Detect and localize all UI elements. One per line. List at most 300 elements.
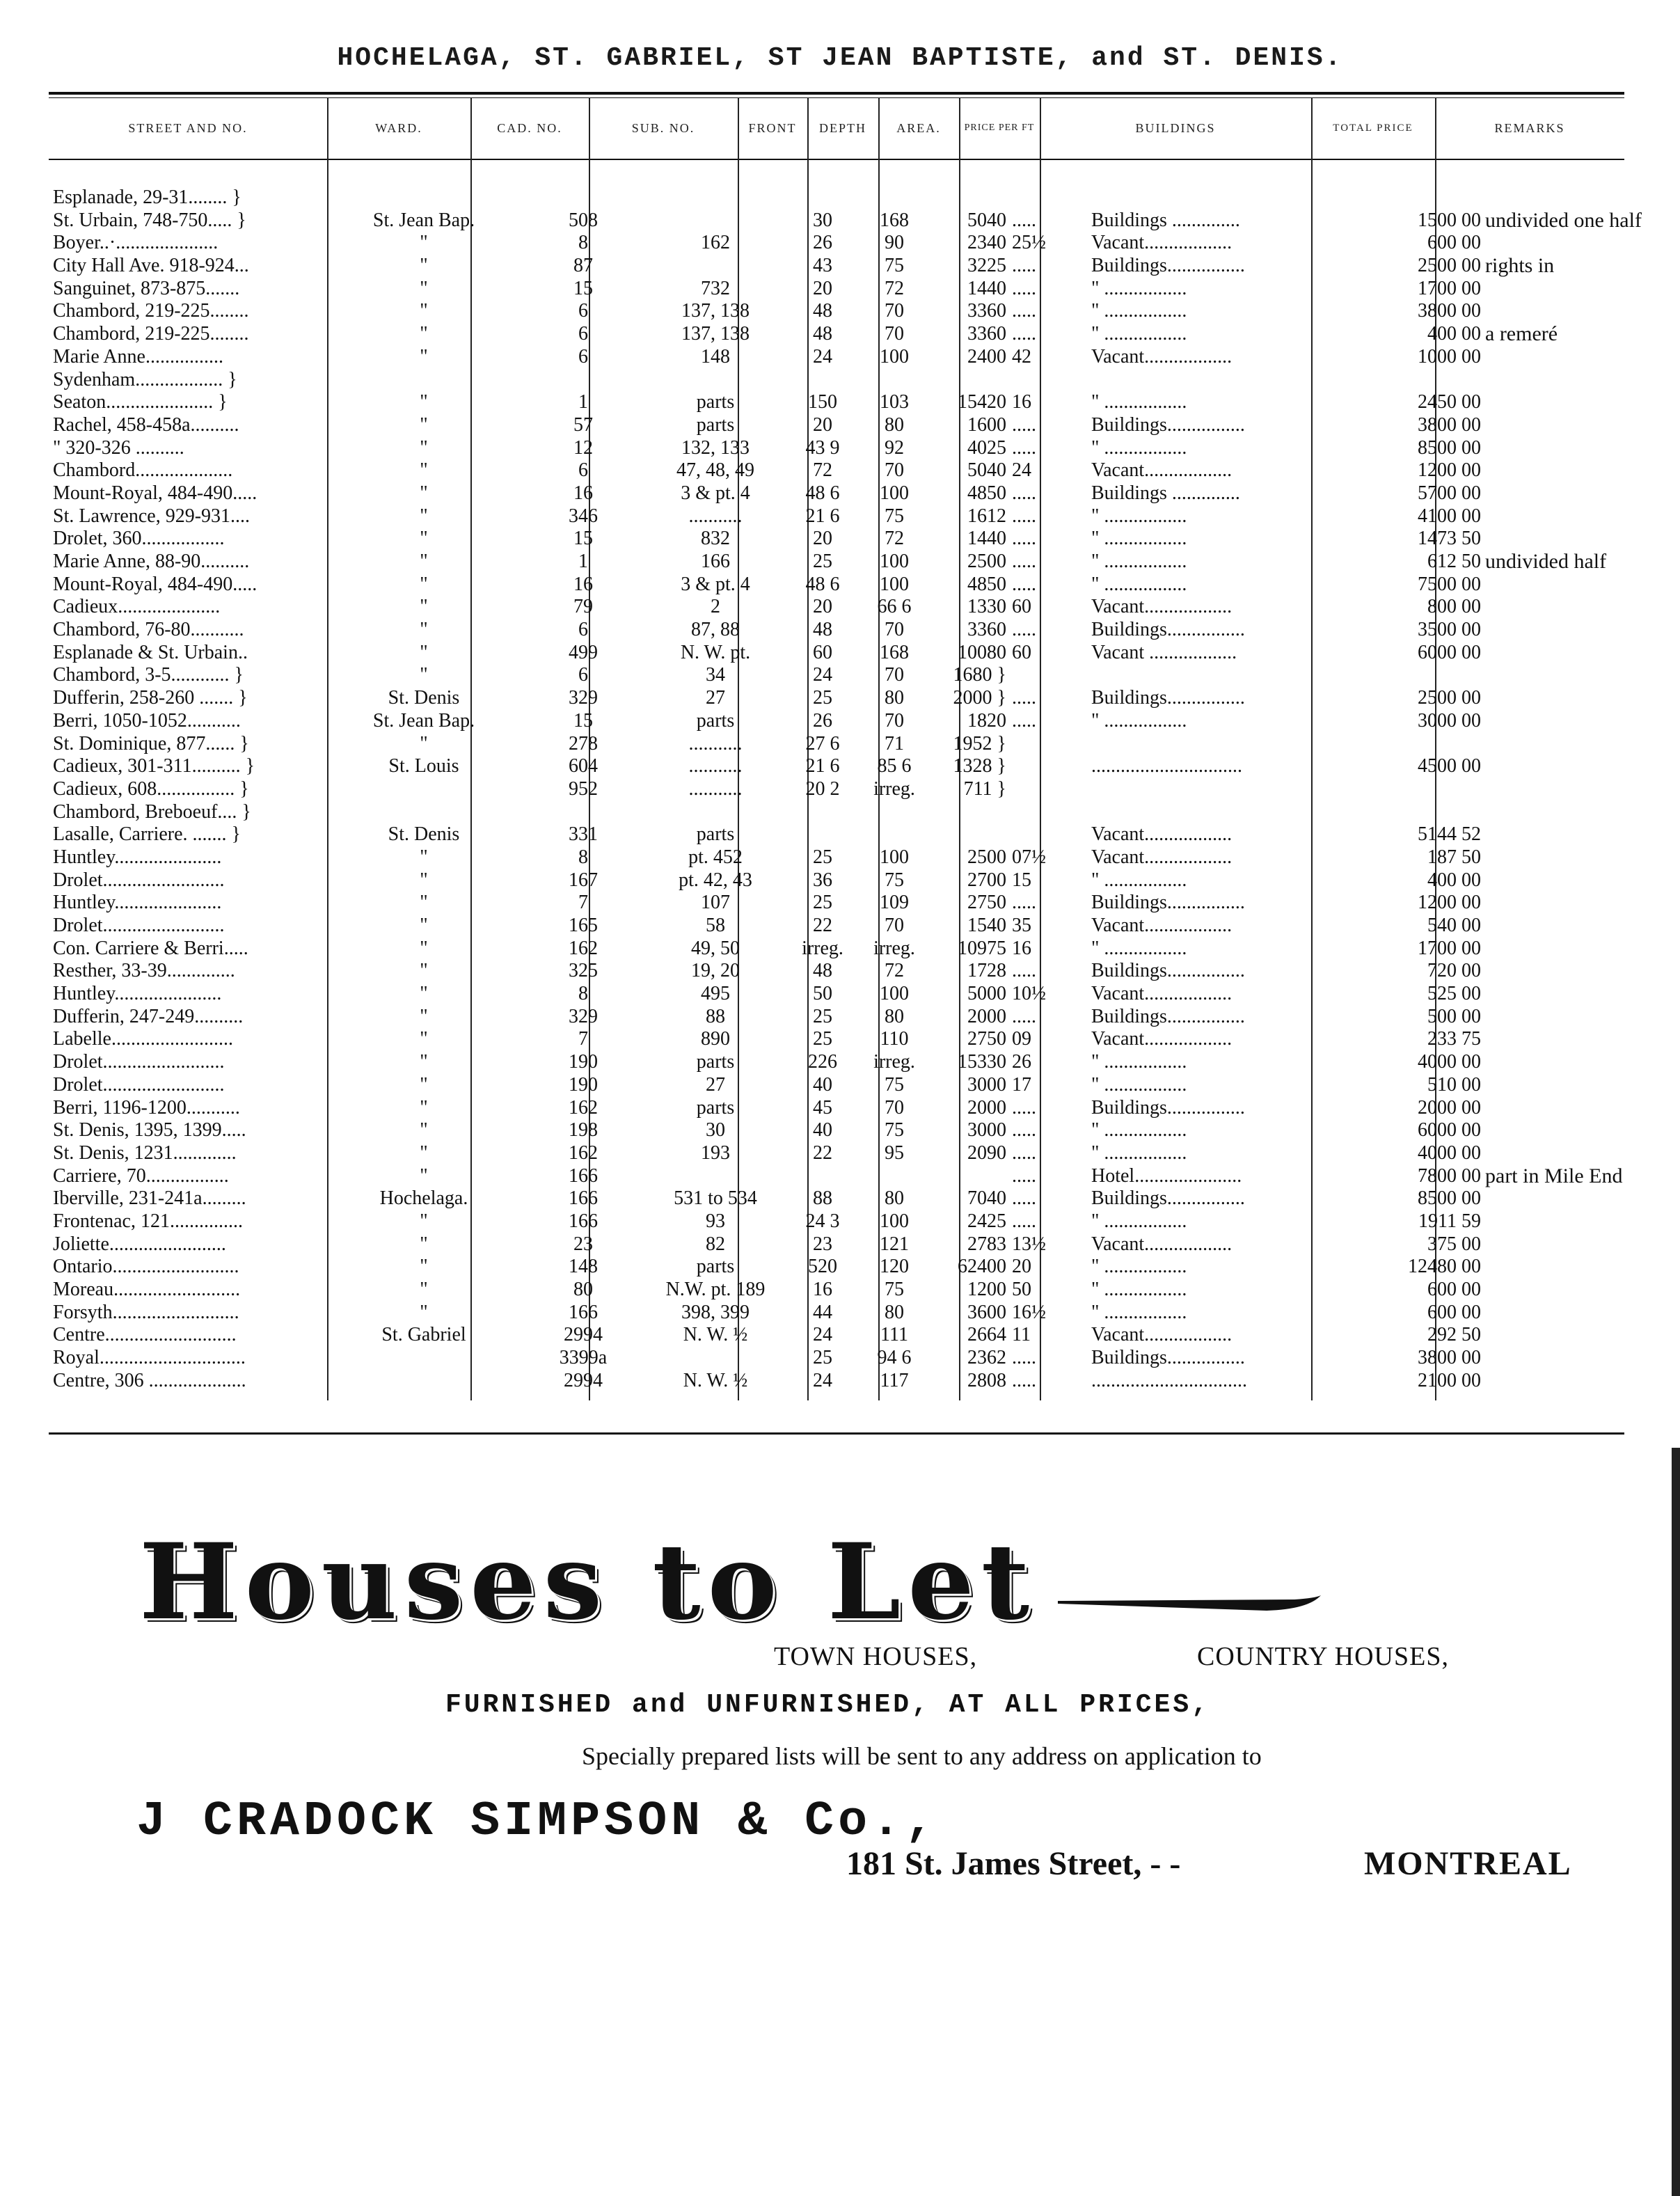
cell-ward: ": [420, 596, 428, 618]
cell-street: Drolet.........................: [53, 1051, 225, 1073]
cell-street: Drolet.........................: [53, 869, 225, 891]
cell-total: 8500 00: [1418, 436, 1481, 459]
cell-total: 292 50: [1427, 1324, 1481, 1346]
cell-front: 20: [813, 413, 832, 436]
cell-sub: 3 & pt. 4: [681, 482, 750, 504]
cell-depth: 111: [880, 1324, 908, 1346]
cell-total: 2500 00: [1418, 687, 1481, 709]
header-street: STREET AND NO.: [128, 121, 248, 135]
cell-street: Mount-Royal, 484-490.....: [53, 573, 257, 595]
cell-street: Boyer..·.....................: [53, 232, 219, 254]
cell-street: Drolet, 360.................: [53, 528, 225, 550]
table-row: [49, 255, 1624, 278]
cell-sub: parts: [696, 1256, 735, 1278]
cell-bld: Vacant ..................: [1091, 641, 1237, 663]
cell-price: .....: [1012, 1096, 1036, 1119]
cell-bld: " .................: [1091, 1256, 1187, 1278]
table-row: [49, 960, 1624, 983]
page-title: HOCHELAGA, ST. GABRIEL, ST JEAN BAPTISTE, and ST. DENIS.: [337, 43, 1343, 73]
cell-cad: 6: [578, 459, 588, 482]
cell-street: Carriere, 70.................: [53, 1164, 229, 1187]
cell-cad: 162: [569, 937, 598, 959]
cell-bld: Vacant..................: [1091, 1233, 1233, 1255]
cell-bld: Vacant..................: [1091, 1324, 1233, 1346]
cell-sub: ...........: [688, 732, 743, 755]
cell-area: 2000: [967, 1096, 1006, 1119]
cell-front: 50: [813, 983, 832, 1005]
cell-cad: 2994: [564, 1369, 603, 1391]
cell-area: 2340: [967, 232, 1006, 254]
cell-total: 3500 00: [1418, 619, 1481, 641]
cell-street: Huntley......................: [53, 846, 222, 868]
cell-cad: 2994: [564, 1324, 603, 1346]
cell-area: 1728: [967, 960, 1006, 982]
cell-bld: Buildings................: [1091, 892, 1245, 914]
cell-sub: 34: [706, 664, 725, 686]
cell-street: St. Denis, 1395, 1399.....: [53, 1119, 246, 1142]
cell-street: Chambord....................: [53, 459, 233, 482]
table-row: [49, 278, 1624, 301]
cell-street: Chambord, 219-225........: [53, 300, 249, 322]
cell-total: 1500 00: [1418, 209, 1481, 231]
cell-area: 4850: [967, 573, 1006, 595]
cell-total: 400 00: [1427, 323, 1481, 345]
cell-bld: " .................: [1091, 1301, 1187, 1323]
cell-rem: undivided one half: [1485, 209, 1642, 232]
cell-area: 3600: [967, 1301, 1006, 1323]
cell-cad: 166: [569, 1164, 598, 1187]
table-row: [49, 1097, 1624, 1120]
table-row: [49, 892, 1624, 915]
cell-total: 3800 00: [1418, 1347, 1481, 1369]
table-row: [49, 733, 1624, 756]
cell-area: 10080: [958, 641, 1006, 663]
cell-street: City Hall Ave. 918-924...: [53, 255, 249, 277]
cell-bld: " .................: [1091, 436, 1187, 459]
cell-street: Dufferin, 258-260 ....... }: [53, 687, 248, 709]
cell-ward: ": [420, 641, 428, 663]
cell-area: 2500: [967, 846, 1006, 868]
cell-total: 4500 00: [1418, 755, 1481, 777]
cell-area: 15420: [958, 391, 1006, 413]
cell-depth: 66 6: [877, 596, 912, 618]
cell-total: 7500 00: [1418, 573, 1481, 595]
cell-bld: " .................: [1091, 1051, 1187, 1073]
table-body: [49, 187, 1642, 1392]
cell-bld: Buildings................: [1091, 255, 1245, 277]
cell-street: St. Dominique, 877...... }: [53, 732, 249, 755]
cell-price: 16: [1012, 937, 1031, 959]
cell-area: 1200: [967, 1279, 1006, 1300]
cell-ward: ": [420, 732, 428, 755]
cell-depth: 75: [885, 255, 904, 277]
cell-street: St. Denis, 1231.............: [53, 1142, 237, 1164]
cell-total: 3800 00: [1418, 413, 1481, 436]
cell-total: 2500 00: [1418, 255, 1481, 277]
cell-area: 2783: [967, 1233, 1006, 1255]
cell-front: 48: [813, 619, 832, 641]
cell-bld: Vacant..................: [1091, 1028, 1233, 1050]
cell-depth: 109: [880, 892, 909, 914]
cell-street: Sanguinet, 873-875.......: [53, 277, 240, 299]
scan-edge-shadow: [1672, 1448, 1680, 2196]
cell-total: 12480 00: [1408, 1256, 1481, 1278]
cell-price: .....: [1012, 892, 1036, 914]
table-row: [49, 801, 1624, 824]
cell-street: Esplanade, 29-31........ }: [53, 187, 241, 208]
cell-cad: 15: [573, 709, 593, 732]
cell-price: .....: [1012, 551, 1036, 572]
cell-depth: 121: [880, 1233, 909, 1255]
cell-total: 1473 50: [1418, 528, 1481, 550]
cell-front: 44: [813, 1301, 832, 1323]
cell-ward: ": [420, 892, 428, 914]
cell-cad: 6: [578, 345, 588, 368]
cell-street: Moreau..........................: [53, 1279, 241, 1300]
cell-depth: 94 6: [877, 1347, 912, 1369]
cell-price: .....: [1012, 505, 1036, 527]
cell-depth: 75: [885, 869, 904, 891]
cell-cad: 331: [569, 823, 598, 846]
cell-depth: irreg.: [873, 1051, 915, 1073]
cell-bld: Vacant..................: [1091, 846, 1233, 868]
cell-area: 3360: [967, 300, 1006, 322]
cell-rem: undivided half: [1485, 551, 1607, 573]
cell-street: Centre...........................: [53, 1324, 237, 1346]
table-row: [49, 1165, 1624, 1188]
cell-area: 5040: [967, 459, 1006, 482]
cell-total: 1000 00: [1418, 345, 1481, 368]
cell-price: 15: [1012, 869, 1031, 891]
cell-price: .....: [1012, 1142, 1036, 1164]
cell-total: 5144 52: [1418, 823, 1481, 846]
cell-front: 43: [813, 255, 832, 277]
cell-sub: 107: [701, 892, 730, 914]
cell-cad: 325: [569, 960, 598, 982]
cell-cad: 166: [569, 1301, 598, 1323]
cell-area: 1680 }: [953, 664, 1006, 686]
cell-price: 24: [1012, 459, 1031, 482]
cell-bld: Vacant..................: [1091, 232, 1233, 254]
header-depth: DEPTH: [819, 121, 866, 135]
cell-total: 6000 00: [1418, 1119, 1481, 1142]
cell-ward: ": [420, 345, 428, 368]
cell-depth: 168: [880, 641, 909, 663]
table-row: [49, 846, 1624, 869]
cell-sub: 58: [706, 915, 725, 936]
cell-total: 510 00: [1427, 1073, 1481, 1096]
cell-rem: rights in: [1485, 255, 1555, 278]
cell-price: .....: [1012, 413, 1036, 436]
cell-depth: 70: [885, 1096, 904, 1119]
cell-street: Mount-Royal, 484-490.....: [53, 482, 257, 504]
cell-price: 60: [1012, 641, 1031, 663]
cell-cad: 952: [569, 777, 598, 800]
cell-depth: 75: [885, 505, 904, 527]
cell-street: Marie Anne................: [53, 345, 223, 368]
cell-cad: 162: [569, 1142, 598, 1164]
cell-sub: N. W. pt.: [680, 641, 751, 663]
cell-depth: 80: [885, 1187, 904, 1210]
cell-front: 88: [813, 1187, 832, 1210]
cell-front: 43 9: [805, 436, 840, 459]
cell-street: Chambord, 76-80...........: [53, 619, 244, 641]
cell-price: .....: [1012, 1210, 1036, 1232]
cell-area: 15330: [958, 1051, 1006, 1073]
cell-area: 1440: [967, 277, 1006, 299]
cell-bld: Buildings ..............: [1091, 482, 1240, 504]
table-row: [49, 823, 1624, 846]
cell-sub: 148: [701, 345, 730, 368]
cell-sub: ...........: [688, 755, 743, 777]
cell-street: Drolet.........................: [53, 1073, 225, 1096]
cell-ward: ": [420, 505, 428, 527]
cell-bld: " .................: [1091, 1279, 1187, 1300]
cell-cad: 15: [573, 277, 593, 299]
cell-price: .....: [1012, 277, 1036, 299]
cell-front: 60: [813, 641, 832, 663]
cell-bld: " .................: [1091, 869, 1187, 891]
cell-sub: 162: [701, 232, 730, 254]
cell-area: 1952 }: [953, 732, 1006, 755]
cell-price: 16: [1012, 391, 1031, 413]
cell-area: 3360: [967, 619, 1006, 641]
cell-price: .....: [1012, 709, 1036, 732]
cell-depth: 90: [885, 232, 904, 254]
cell-sub: 495: [701, 983, 730, 1005]
cell-front: 22: [813, 915, 832, 936]
cell-sub: 19, 20: [691, 960, 740, 982]
cell-front: 27 6: [805, 732, 840, 755]
cell-bld: " .................: [1091, 551, 1187, 572]
table-row: [49, 1370, 1624, 1393]
cell-bld: " .................: [1091, 323, 1187, 345]
cell-ward: Hochelaga.: [379, 1187, 468, 1210]
table-row: [49, 642, 1624, 665]
cell-street: " 320-326 ..........: [53, 436, 184, 459]
top-rule-thick: [49, 92, 1624, 95]
company-address: 181 St. James Street, - -: [846, 1845, 1181, 1882]
cell-bld: " .................: [1091, 1073, 1187, 1096]
cell-depth: 103: [880, 391, 909, 413]
cell-price: 17: [1012, 1073, 1031, 1096]
cell-front: 25: [813, 1028, 832, 1050]
cell-ward: ": [420, 1005, 428, 1027]
table-row: [49, 938, 1624, 961]
table-row: [49, 710, 1624, 733]
cell-street: Chambord, 219-225........: [53, 323, 249, 345]
cell-ward: ": [420, 1279, 428, 1300]
cell-total: 6000 00: [1418, 641, 1481, 663]
cell-total: 500 00: [1427, 1005, 1481, 1027]
cell-street: Frontenac, 121...............: [53, 1210, 243, 1232]
cell-depth: 70: [885, 664, 904, 686]
cell-area: 10975: [958, 937, 1006, 959]
cell-area: 5000: [967, 983, 1006, 1005]
cell-total: 4100 00: [1418, 505, 1481, 527]
table-row: [49, 551, 1624, 574]
cell-cad: 508: [569, 209, 598, 231]
cell-bld: " .................: [1091, 528, 1187, 550]
cell-front: 26: [813, 232, 832, 254]
cell-cad: 80: [573, 1279, 593, 1300]
cell-ward: ": [420, 1301, 428, 1323]
table-row: [49, 687, 1624, 710]
cell-sub: parts: [696, 1051, 735, 1073]
cell-ward: ": [420, 232, 428, 254]
cell-street: Marie Anne, 88-90..........: [53, 551, 250, 572]
cell-depth: 117: [880, 1369, 909, 1391]
cell-depth: 72: [885, 277, 904, 299]
cell-street: Sydenham.................. }: [53, 368, 237, 390]
cell-ward: ": [420, 1164, 428, 1187]
cell-front: 48 6: [805, 482, 840, 504]
cell-ward: ": [420, 459, 428, 482]
cell-depth: 75: [885, 1119, 904, 1142]
cell-price: 50: [1012, 1279, 1031, 1300]
cell-cad: 329: [569, 687, 598, 709]
cell-bld: Buildings................: [1091, 1187, 1245, 1210]
furnished-line: FURNISHED and UNFURNISHED, AT ALL PRICES,: [445, 1690, 1210, 1720]
cell-price: .....: [1012, 1119, 1036, 1142]
cell-depth: 75: [885, 1279, 904, 1300]
cell-total: 2100 00: [1418, 1369, 1481, 1391]
cell-area: 2400: [967, 345, 1006, 368]
cell-price: 60: [1012, 596, 1031, 618]
cell-bld: " .................: [1091, 937, 1187, 959]
cell-total: 8500 00: [1418, 1187, 1481, 1210]
table-row: [49, 459, 1624, 482]
cell-price: .....: [1012, 1347, 1036, 1369]
cell-price: .....: [1012, 436, 1036, 459]
cell-area: 2664: [967, 1324, 1006, 1346]
cell-area: 62400: [958, 1256, 1006, 1278]
cell-depth: 80: [885, 1005, 904, 1027]
table-row: [49, 209, 1642, 232]
cell-cad: 278: [569, 732, 598, 755]
cell-ward: ": [420, 255, 428, 277]
cell-front: 24: [813, 1324, 832, 1346]
cell-depth: 100: [880, 551, 909, 572]
cell-price: .....: [1012, 619, 1036, 641]
cell-sub: 398, 399: [681, 1301, 750, 1323]
cell-cad: 165: [569, 915, 598, 936]
cell-sub: parts: [696, 391, 735, 413]
cell-sub: pt. 42, 43: [679, 869, 752, 891]
cell-cad: 190: [569, 1051, 598, 1073]
cell-front: 23: [813, 1233, 832, 1255]
cell-front: 40: [813, 1119, 832, 1142]
cell-bld: Buildings................: [1091, 1347, 1245, 1369]
cell-sub: 93: [706, 1210, 725, 1232]
cell-front: 48 6: [805, 573, 840, 595]
cell-total: 3800 00: [1418, 300, 1481, 322]
cell-bld: " .................: [1091, 391, 1187, 413]
cell-street: Ontario..........................: [53, 1256, 239, 1278]
cell-ward: ": [420, 1119, 428, 1142]
cell-sub: 137, 138: [681, 323, 750, 345]
cell-area: 4025: [967, 436, 1006, 459]
table-row: [49, 1051, 1624, 1074]
cell-sub: 193: [701, 1142, 730, 1164]
cell-cad: 15: [573, 528, 593, 550]
cell-bld: Buildings................: [1091, 413, 1245, 436]
cell-street: Berri, 1050-1052...........: [53, 709, 241, 732]
cell-bld: Buildings................: [1091, 960, 1245, 982]
table-row: [49, 1028, 1624, 1051]
cell-sub: 3 & pt. 4: [681, 573, 750, 595]
cell-street: Seaton...................... }: [53, 391, 228, 413]
cell-street: Chambord, Breboeuf.... }: [53, 800, 251, 823]
table-row: [49, 619, 1624, 642]
cell-cad: 346: [569, 505, 598, 527]
header-total: TOTAL PRICE: [1333, 123, 1413, 134]
cell-front: 72: [813, 459, 832, 482]
cell-price: 26: [1012, 1051, 1031, 1073]
cell-cad: 6: [578, 619, 588, 641]
cell-cad: 8: [578, 232, 588, 254]
cell-rem: a remeré: [1485, 323, 1558, 346]
cell-depth: 70: [885, 915, 904, 936]
cell-depth: 80: [885, 413, 904, 436]
cell-street: Iberville, 231-241a.........: [53, 1187, 246, 1210]
header-bottom-rule: [49, 159, 1624, 160]
cell-area: 3225: [967, 255, 1006, 277]
table-header: [49, 97, 1624, 159]
cell-depth: 70: [885, 300, 904, 322]
cell-street: Huntley......................: [53, 983, 222, 1005]
cell-bld: Vacant..................: [1091, 823, 1233, 846]
cell-street: Lasalle, Carriere. ....... }: [53, 823, 241, 846]
table-row: [49, 869, 1624, 892]
table-row: [49, 1302, 1624, 1325]
cell-sub: N.W. pt. 189: [665, 1279, 766, 1300]
cell-area: 2362: [967, 1347, 1006, 1369]
cell-depth: 72: [885, 960, 904, 982]
cell-area: 3360: [967, 323, 1006, 345]
cell-area: 2090: [967, 1142, 1006, 1164]
cell-price: 20: [1012, 1256, 1031, 1278]
header-area: AREA.: [896, 121, 941, 135]
town-houses-label: TOWN HOUSES,: [774, 1642, 978, 1671]
cell-ward: ": [420, 915, 428, 936]
cell-street: Chambord, 3-5............ }: [53, 664, 244, 686]
cell-cad: 7: [578, 892, 588, 914]
cell-ward: ": [420, 573, 428, 595]
cell-street: Rachel, 458-458a..........: [53, 413, 239, 436]
cell-cad: 198: [569, 1119, 598, 1142]
cell-bld: Vacant..................: [1091, 459, 1233, 482]
cell-total: 1200 00: [1418, 892, 1481, 914]
cell-sub: parts: [696, 413, 735, 436]
cell-bld: " .................: [1091, 300, 1187, 322]
cell-sub: 27: [706, 687, 725, 709]
cell-ward: ": [420, 1256, 428, 1278]
cell-sub: ...........: [688, 777, 743, 800]
header-ward: WARD.: [375, 121, 422, 135]
cell-front: 36: [813, 869, 832, 891]
cell-street: Centre, 306 ....................: [53, 1369, 246, 1391]
table-row: [49, 1347, 1624, 1370]
cell-cad: 8: [578, 846, 588, 868]
cell-bld: Vacant..................: [1091, 915, 1233, 936]
cell-front: 21 6: [805, 505, 840, 527]
cell-front: 25: [813, 1005, 832, 1027]
cell-street: St. Lawrence, 929-931....: [53, 505, 251, 527]
cell-ward: St. Jean Bap.: [372, 709, 475, 732]
cell-cad: 166: [569, 1210, 598, 1232]
decorative-swash: [1058, 1594, 1322, 1615]
